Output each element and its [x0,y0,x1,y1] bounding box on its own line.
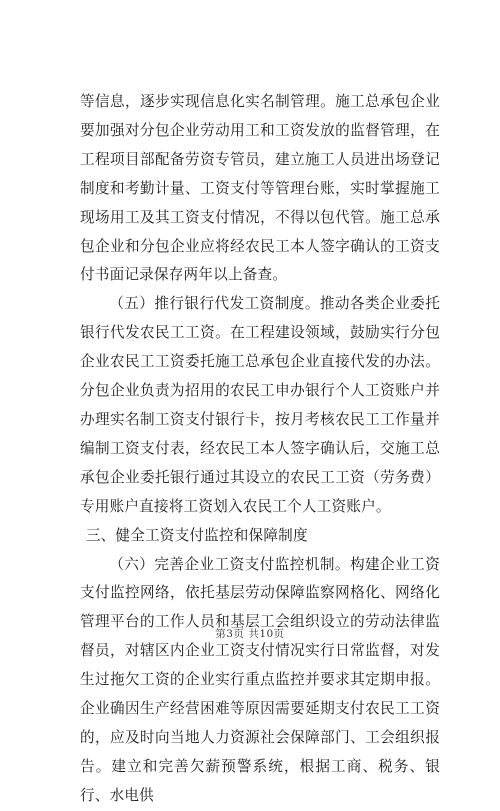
paragraph-wage-monitoring: （六）完善企业工资支付监控机制。构建企业工资支付监控网络，依托基层劳动保障监察网格化、网络化管理平台的工作人员和基层工会组织设立的劳动法律监督员，对辖区内企业工资支付情况实行日常监督，对发生过拖欠工资的企业实行重点监控并要求其定期申报。企业确因生产经营困难等原因需要延期支付农民工工资的，应及时向当地人力资源社会保障部门、工会组织报告。建立和完善欠薪预警系统，根据工商、税务、银行、水电供 [80,555,440,804]
section-heading: 三、健全工资支付监控和保障制度 [85,526,308,544]
document-body [80,88,440,811]
page-number-footer: 第3页 共10页 [215,628,285,640]
paragraph-bank-wage-payment: （五）推行银行代发工资制度。推动各类企业委托银行代发农民工工资。在工程建设领域，鼓励实行分包企业农民工工资委托施工总承包企业直接代发的办法。分包企业负责为招用的农民工申办银行个人工资账户并办理实名制工资支付银行卡，按月考核农民工工作量并编制工资支付表，经农民工本人签字确认后，交施工总承包企业委托银行通过其设立的农民工工资（劳务费）专用账户直接将工资划入农民工个人工资账户。 [80,295,440,515]
paragraph-continued: 等信息，逐步实现信息化实名制管理。施工总承包企业要加强对分包企业劳动用工和工资发放的监督管理，在工程项目部配备劳资专管员，建立施工人员进出场登记制度和考勤计量、工资支付等管理台账，实时掌握施工现场用工及其工资支付情况，不得以包代管。施工总承包企业和分包企业应将经农民工本人签字确认的工资支付书面记录保存两年以上备查。 [80,93,440,284]
